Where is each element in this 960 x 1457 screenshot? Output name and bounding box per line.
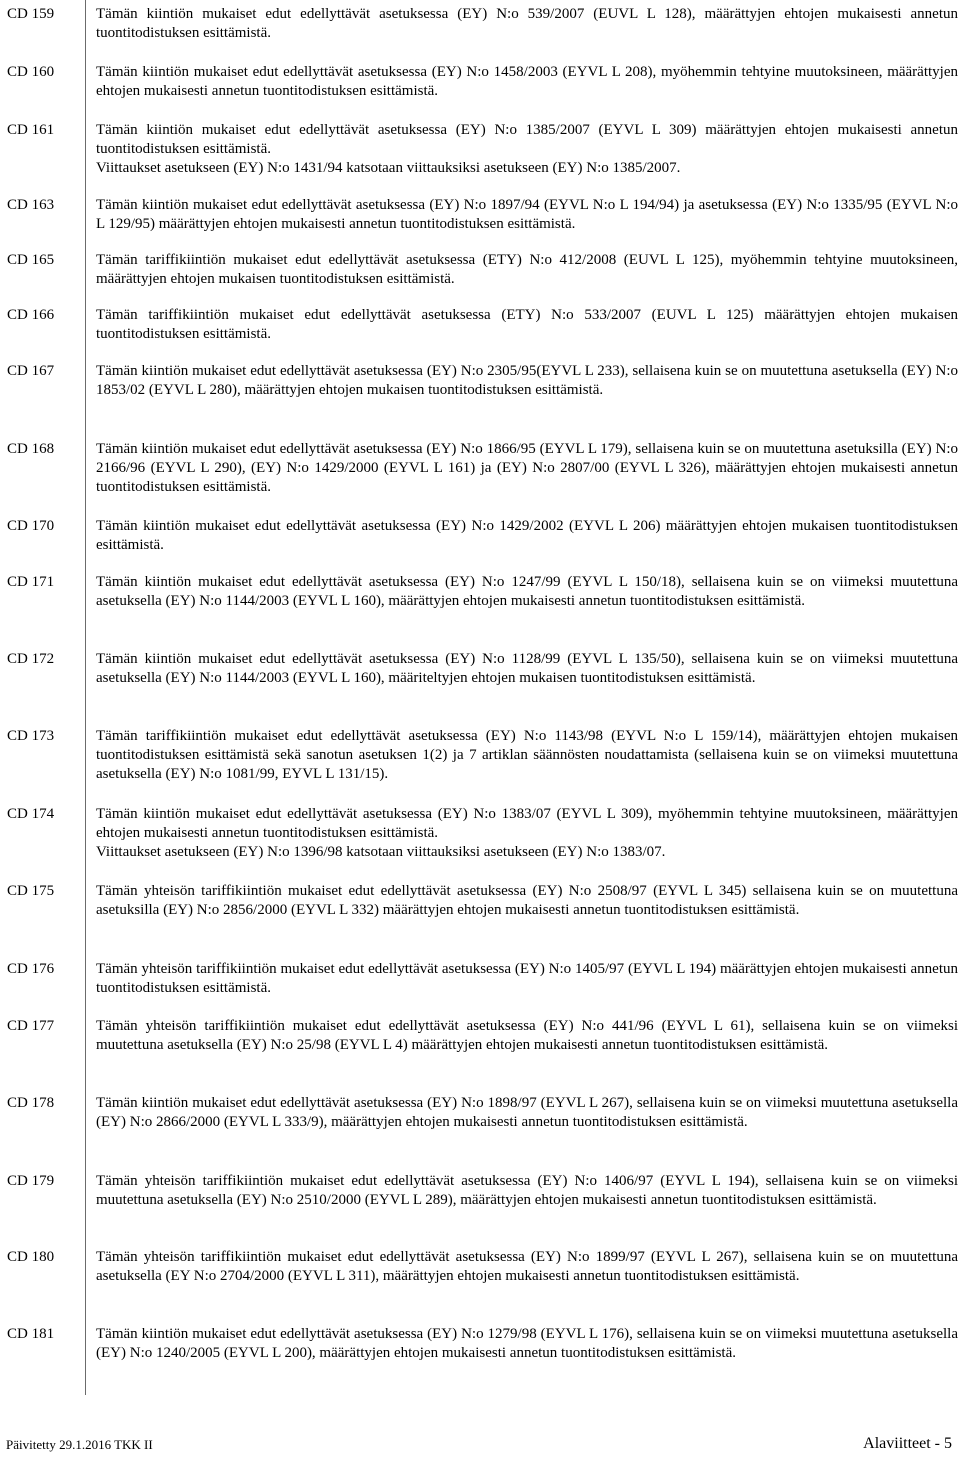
footnote-code: CD 176	[7, 961, 55, 977]
footnote-text	[96, 362, 958, 400]
footnote-text	[96, 440, 958, 498]
footnote-paragraph: Tämän yhteisön tariffikiintiön mukaiset edut edellyttävät asetuksessa (EY) N:o 2508/97 (EYVL L 345) sellaisena kuin se on muutettuna asetuksilla (EY) N:o 2856/2000 (EYVL L 332) määrättyjen ehtojen mukaisesti annetun tuontitodistuksen esittämistä.	[96, 883, 958, 919]
footnote-paragraph: Tämän kiintiön mukaiset edut edellyttävät asetuksessa (EY) N:o 1897/94 (EYVL N:o L 194/94) ja asetuksessa (EY) N:o 1335/95 (EYVL N:o L 129/95) määrättyjen ehtojen mukaisesti annetun tuontitodistuksen esittämistä.	[96, 197, 958, 233]
footnote-paragraph: Viittaukset asetukseen (EY) N:o 1396/98 katsotaan viittauksiksi asetukseen (EY) N:o 1383/07.	[96, 844, 666, 861]
footnote-text	[96, 1248, 958, 1286]
footnote-paragraph: Tämän yhteisön tariffikiintiön mukaiset edut edellyttävät asetuksessa (EY) N:o 441/96 (EYVL L 61), sellaisena kuin se on viimeksi muutettuna asetuksella (EY) N:o 25/98 (EYVL L 4) määrättyjen ehtojen mukaisesti annetun tuontitodistuksen esittämistä.	[96, 1018, 958, 1054]
footnote-text	[96, 63, 958, 101]
footnote-code: CD 179	[7, 1173, 55, 1189]
footnote-paragraph: Viittaukset asetukseen (EY) N:o 1431/94 katsotaan viittauksiksi asetukseen (EY) N:o 1385/2007.	[96, 160, 681, 177]
footnote-code: CD 171	[7, 574, 55, 590]
footnote-text	[96, 573, 958, 611]
footnote-text	[96, 517, 958, 555]
footnote-code: CD 161	[7, 122, 55, 138]
footnote-paragraph: Tämän tariffikiintiön mukaiset edut edellyttävät asetuksessa (ETY) N:o 412/2008 (EUVL L 125), myöhemmin tehtyine muutoksineen, määrättyjen ehtojen mukaisen tuontitodistuksen esittämistä.	[96, 252, 958, 288]
footnote-paragraph: Tämän kiintiön mukaiset edut edellyttävät asetuksessa (EY) N:o 1429/2002 (EYVL L 206) määrättyjen ehtojen mukaisen tuontitodistuksen esittämistä.	[96, 518, 958, 554]
footer-updated: Päivitetty 29.1.2016 TKK II	[6, 1437, 153, 1452]
footnote-code: CD 180	[7, 1249, 55, 1265]
footnote-text	[96, 650, 958, 688]
footnote-code: CD 167	[7, 363, 55, 379]
column-divider	[85, 0, 86, 1395]
footnote-code: CD 178	[7, 1095, 55, 1111]
footnote-text	[96, 805, 958, 863]
footnote-code: CD 168	[7, 441, 55, 457]
footnote-paragraph: Tämän tariffikiintiön mukaiset edut edellyttävät asetuksessa (ETY) N:o 533/2007 (EUVL L 125) määrättyjen ehtojen mukaisen tuontitodistuksen esittämistä.	[96, 307, 958, 343]
footnote-text	[96, 251, 958, 289]
footnote-paragraph: Tämän kiintiön mukaiset edut edellyttävät asetuksessa (EY) N:o 1247/99 (EYVL L 150/18), sellaisena kuin se on viimeksi muutettuna asetuksella (EY) N:o 1144/2003 (EYVL L 160), määrättyjen ehtojen mukaisesti annetun tuontitodistuksen esittämistä.	[96, 574, 958, 610]
footnote-paragraph: Tämän yhteisön tariffikiintiön mukaiset edut edellyttävät asetuksessa (EY) N:o 1899/97 (EYVL L 267), sellaisena kuin se on muutettuna asetuksella (EY N:o 2704/2000 (EYVL L 311), määrättyjen ehtojen mukaisesti annetun tuontitodistuksen esittämistä.	[96, 1249, 958, 1285]
footnote-paragraph: Tämän yhteisön tariffikiintiön mukaiset edut edellyttävät asetuksessa (EY) N:o 1406/97 (EYVL L 194), sellaisena kuin se on viimeksi muutettuna asetuksella (EY) N:o 2510/2000 (EYVL L 289), määrättyjen ehtojen mukaisesti annetun tuontitodistuksen esittämistä.	[96, 1173, 958, 1209]
footnote-text	[96, 5, 958, 43]
footnote-paragraph: Tämän yhteisön tariffikiintiön mukaiset edut edellyttävät asetuksessa (EY) N:o 1405/97 (EYVL L 194) määrättyjen ehtojen mukaisesti annetun tuontitodistuksen esittämistä.	[96, 961, 958, 997]
footnote-paragraph: Tämän kiintiön mukaiset edut edellyttävät asetuksessa (EY) N:o 1279/98 (EYVL L 176), sellaisena kuin se on viimeksi muutettuna asetuksella (EY) N:o 1240/2005 (EYVL L 200), määrättyjen ehtojen mukaisesti annetun tuontitodistuksen esittämistä.	[96, 1326, 958, 1362]
footnote-code: CD 174	[7, 806, 55, 822]
footnote-paragraph: Tämän kiintiön mukaiset edut edellyttävät asetuksessa (EY) N:o 1866/95 (EYVL L 179), sellaisena kuin se on muutettuna asetuksilla (EY) N:o 2166/96 (EYVL L 290), (EY) N:o 1429/2000 (EYVL L 161) ja (EY) N:o 2807/00 (EYVL L 326), määrättyjen ehtojen mukaisesti annetun tuontitodistuksen esittämistä.	[96, 441, 958, 496]
footnote-text	[96, 121, 958, 179]
footnote-text	[96, 727, 958, 785]
footer-section: Alaviitteet - 5	[863, 1435, 952, 1452]
footnote-code: CD 173	[7, 728, 55, 744]
footnote-code: CD 177	[7, 1018, 55, 1034]
footnote-paragraph: Tämän kiintiön mukaiset edut edellyttävät asetuksessa (EY) N:o 1458/2003 (EYVL L 208), myöhemmin tehtyine muutoksineen, määrättyjen ehtojen mukaisesti annetun tuontitodistuksen esittämistä.	[96, 64, 958, 100]
footnote-paragraph: Tämän kiintiön mukaiset edut edellyttävät asetuksessa (EY) N:o 1898/97 (EYVL L 267), sellaisena kuin se on viimeksi muutettuna asetuksella (EY) N:o 2866/2000 (EYVL L 333/9), määrättyjen ehtojen mukaisesti annetun tuontitodistuksen esittämistä.	[96, 1095, 958, 1131]
footnote-paragraph: Tämän kiintiön mukaiset edut edellyttävät asetuksessa (EY) N:o 2305/95(EYVL L 233), sellaisena kuin se on muutettuna asetuksella (EY) N:o 1853/02 (EYVL L 280), määrättyjen ehtojen mukaisen tuontitodistuksen esittämistä.	[96, 363, 958, 399]
footnote-code: CD 166	[7, 307, 55, 323]
footnote-code: CD 172	[7, 651, 55, 667]
footnote-text	[96, 1094, 958, 1132]
footnote-text	[96, 196, 958, 234]
footnote-text	[96, 306, 958, 344]
footnote-text	[96, 1325, 958, 1363]
footnote-paragraph: Tämän tariffikiintiön mukaiset edut edellyttävät asetuksessa (EY) N:o 1143/98 (EYVL N:o L 159/14), määrättyjen ehtojen mukaisen tuontitodistuksen esittämistä sekä sanotun asetuksen 1(2) ja 7 artiklan säännösten noudattamista (sellaisena kuin se on viimeksi muutettuna asetuksella (EY) N:o 1081/99, EYVL L 131/15).	[96, 728, 958, 783]
footnote-code: CD 170	[7, 518, 55, 534]
footnote-code: CD 165	[7, 252, 55, 268]
footnote-code: CD 181	[7, 1326, 55, 1342]
footnote-text	[96, 1017, 958, 1055]
footnote-text	[96, 1172, 958, 1210]
footnote-code: CD 163	[7, 197, 55, 213]
footnote-code: CD 175	[7, 883, 55, 899]
footnote-paragraph: Tämän kiintiön mukaiset edut edellyttävät asetuksessa (EY) N:o 1383/07 (EYVL L 309), myöhemmin tehtyine muutoksineen, määrättyjen ehtojen mukaisesti annetun tuontitodistuksen esittämistä.	[96, 806, 958, 842]
footnote-paragraph: Tämän kiintiön mukaiset edut edellyttävät asetuksessa (EY) N:o 1385/2007 (EYVL L 309) määrättyjen ehtojen mukaisesti annetun tuontitodistuksen esittämistä.	[96, 122, 958, 158]
footnote-code: CD 160	[7, 64, 55, 80]
footnote-paragraph: Tämän kiintiön mukaiset edut edellyttävät asetuksessa (EY) N:o 1128/99 (EYVL L 135/50), sellaisena kuin se on viimeksi muutettuna asetuksella (EY) N:o 1144/2003 (EYVL L 160), määriteltyjen ehtojen mukaisen tuontitodistuksen esittämistä.	[96, 651, 958, 687]
footnote-text	[96, 882, 958, 920]
footnote-text	[96, 960, 958, 998]
footnote-paragraph: Tämän kiintiön mukaiset edut edellyttävät asetuksessa (EY) N:o 539/2007 (EUVL L 128), määrättyjen ehtojen mukaisesti annetun tuontitodistuksen esittämistä.	[96, 6, 958, 42]
footnote-code: CD 159	[7, 6, 55, 22]
